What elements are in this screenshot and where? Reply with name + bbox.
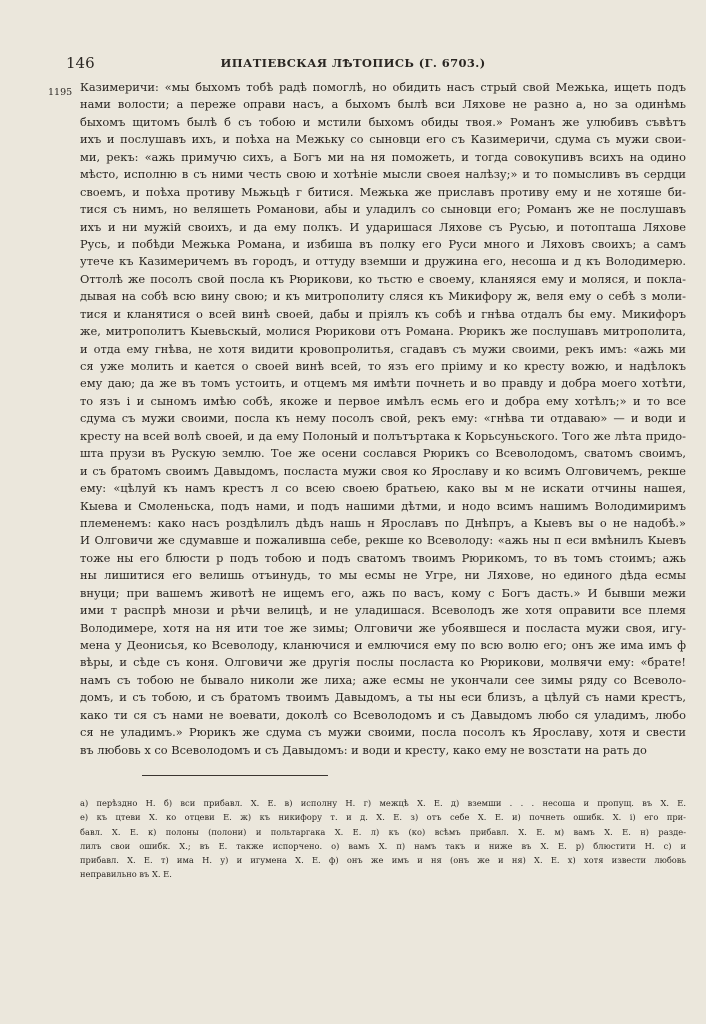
text-line: и съ братомъ своимъ Давыдомъ, посласта мужи своя ко Ярославу и ко всимъ Олговичемъ, рекше xyxy=(80,463,686,478)
text-line: тися съ нимъ, но веляшеть Романови, абы и уладилъ со сыновци его; Романъ же не послушавъ xyxy=(80,202,686,217)
text-line: Русь, и побѣди Межька Романа, и избиша въ полку его Руси много и Ляховъ своихъ; а самъ xyxy=(80,236,686,251)
text-line: домъ, и съ тобою, и съ братомъ твоимъ Давыдомъ, а ты ны еси близъ, а цѣлуй съ нами крестъ, xyxy=(80,690,686,705)
text-line: ны лишитися его велишь отъинудь, то мы есмы не Угре, ни Ляхове, но единого дѣда есмы xyxy=(80,568,686,583)
running-title: ИПАТІЕВСКАЯ ЛѢТОПИСЬ (Г. 6703.) xyxy=(220,56,486,70)
text-line: Володимере, хотя на ня ити тое же зимы; Олговичи же убоявшеся и посласта мужи своя, игу- xyxy=(80,620,686,635)
footnote-line: а) перѣздно Н. б) вси прибавл. Х. Е. в) исполну Н. г) межцѣ Х. Е. д) вземши . . . несоша и пропущ. въ Х. Е. xyxy=(80,798,686,808)
text-line: въ любовь х со Всеволодомъ и съ Давыдомъ: и води и кресту, како ему не возстати на рать до xyxy=(80,742,647,757)
text-line: ми, рекъ: «ажь примучю сихъ, а Богъ ми на ня поможеть, и тогда совокупивъ всихъ на одино xyxy=(80,149,686,164)
text-line: нами волости; а переже оправи насъ, а быхомъ былѣ вси Ляхове не разно а, но за одинѣмь xyxy=(80,97,686,112)
footnote-line: бавл. Х. Е. к) полоны (полони) и польтаргака Х. Е. л) къ (ко) всѣмъ прибавл. Х. Е. м) вамъ Х. Е. н) разде- xyxy=(80,826,686,837)
page-header xyxy=(0,54,706,74)
text-line: тися и кланятися о всей винѣ своей, дабы и прiялъ къ собѣ и гнѣва отдалъ бы ему. Микифоръ xyxy=(80,306,686,321)
text-line: мена у Деонисья, ко Всеволоду, кланючися и емлючися ему по всю волю его; онъ же има имъ ф xyxy=(80,638,686,652)
main-text xyxy=(80,79,686,759)
text-line: Оттолѣ же посолъ свой посла къ Рюрикови, ко тьстю е своему, кланяяся ему и моляся, и покла- xyxy=(80,271,686,286)
page-number: 146 xyxy=(66,54,95,72)
footnote-line: лилъ свои ошибк. Х.; въ Е. также испорчено. о) вамъ Х. п) намъ такъ и ниже въ Х. Е. р) блюстити Н. с) и xyxy=(80,840,686,851)
text-line: ихъ и ни мужій своихъ, и да ему полкъ. И ударишася Ляхове съ Русью, и потопташа Ляхове xyxy=(80,219,686,234)
text-line: ими т распрѣ мнози и рѣчи велицѣ, и не уладишася. Всеволодъ же хотя оправити все племя xyxy=(80,603,686,618)
text-line: ему: «цѣлуй къ намъ крестъ л со всею своею братьею, како вы м не искати отчины нашея, xyxy=(80,481,686,496)
text-line: шта прузи въ Рускую землю. Тое же осени сослався Рюрикъ со Всеволодомъ, сватомъ своимъ, xyxy=(80,446,686,461)
text-line: вѣры, и сѣде съ коня. Олговичи же другія послы посласта ко Рюрикови, молвячи ему: «брате! xyxy=(80,655,686,670)
text-line: же, митрополитъ Кыевьскый, молися Рюрикови отъ Романа. Рюрикъ же послушавъ митрополита, xyxy=(80,324,686,339)
text-line: сдума съ мужи своими, посла къ нему посолъ свой, рекъ ему: «гнѣва ти отдаваю» — и води и xyxy=(80,411,686,426)
footnotes xyxy=(80,796,686,882)
footnote-separator xyxy=(142,775,328,776)
text-line: Кыева и Смоленьска, подъ нами, и подъ нашими дѣтми, и нодо всимъ нашимъ Володимиримъ xyxy=(80,498,686,513)
text-line: утече къ Казимеричемъ въ городъ, и оттуду вземши и дружина его, несоша и д къ Володимерю. xyxy=(80,254,686,269)
text-line: и отда ему гнѣва, не хотя видити кровопролитья, сгадавъ съ мужи своими, рекъ имъ: «ажь ми xyxy=(80,341,686,356)
text-line: ему даю; да же въ томъ устоить, и отцемъ мя имѣти почнеть и во правду и добра моего хотѣти, xyxy=(80,376,686,391)
text-line: кресту на всей волѣ своей, и да ему Полоный и полътъртака к Корьсуньского. Того же лѣта придо- xyxy=(80,428,686,443)
text-line: намъ съ тобою не бывало николи же лиха; аже есмы не укончали сее зимы ряду со Всеволо- xyxy=(80,672,686,687)
text-line: быхомъ щитомъ былѣ б съ тобою и мстили быхомъ обиды твоя.» Романъ же улюбивъ съвѣтъ xyxy=(80,114,686,129)
year-marker: 1195 xyxy=(48,87,73,98)
text-line: своемъ, и поѣха противу Мьжьцѣ г битися. Межька же приславъ противу ему и не хотяше би- xyxy=(80,184,686,199)
footnote-line: е) къ цтеви Х. ко отцеви Е. ж) къ никифору т. и д. Х. Е. з) отъ себе Х. Е. и) почнеть ошибк. Х. і) его при- xyxy=(80,812,686,823)
text-line: племенемъ: како насъ роздѣлилъ дѣдъ нашь н Ярославъ по Днѣпръ, а Кыевъ вы о не надобѣ.» xyxy=(80,515,686,530)
footnote-line: прибавл. Х. Е. т) има Н. у) и игумена Х. Е. ф) онъ же имъ и ня (онъ же и ня) Х. Е. х) хотя извести любовь xyxy=(80,855,686,866)
text-line: ся не уладимъ.» Рюрикъ же сдума съ мужи своими, посла посолъ къ Ярославу, хотя и свести xyxy=(80,725,686,740)
text-line: Казимеричи: «мы быхомъ тобѣ радѣ помоглѣ, но обидить насъ стрый свой Межька, ищеть подъ xyxy=(80,80,686,94)
text-line: то язъ і и сыномъ имѣю собѣ, якоже и первое имѣлъ есмь его и добра ему хотѣлъ;» и то все xyxy=(80,393,686,408)
text-line: мѣсто, исполню в съ ними честь свою и хотѣніе мысли своея налѣзу;» и то помысливъ въ сердци xyxy=(80,167,686,182)
text-line: како ти ся съ нами не воевати, доколѣ со Всеволодомъ и съ Давыдомъ любо ся уладимъ, любо xyxy=(80,707,686,722)
text-line: внуци; при вашемъ животѣ не ищемъ его, ажь по васъ, кому с Богъ дасть.» И бывши межи xyxy=(80,585,686,600)
text-line: И Олговичи же сдумавше и пожаливша себе, рекше ко Всеволоду: «ажь ны п еси вмѣнилъ Кыевъ xyxy=(80,533,686,548)
text-line: тоже ны его блюсти р подъ тобою и подъ сватомъ твоимъ Рюрикомъ, то въ томъ стоимъ; ажь xyxy=(80,550,686,565)
footnote-line: неправильно въ Х. Е. xyxy=(80,869,172,880)
text-line: дывая на собѣ всю вину свою; и къ митрополиту сляся къ Микифору ж, веля ему о себѣ з моли- xyxy=(80,289,686,304)
text-line: ихъ и послушавъ ихъ, и поѣха на Межьку со сыновци его съ Казимеричи, сдума съ мужи свои- xyxy=(80,132,686,147)
text-line: ся уже молить и кается о своей винѣ всей, то язъ его прiиму и ко кресту вожю, и надѣлокъ xyxy=(80,359,686,373)
